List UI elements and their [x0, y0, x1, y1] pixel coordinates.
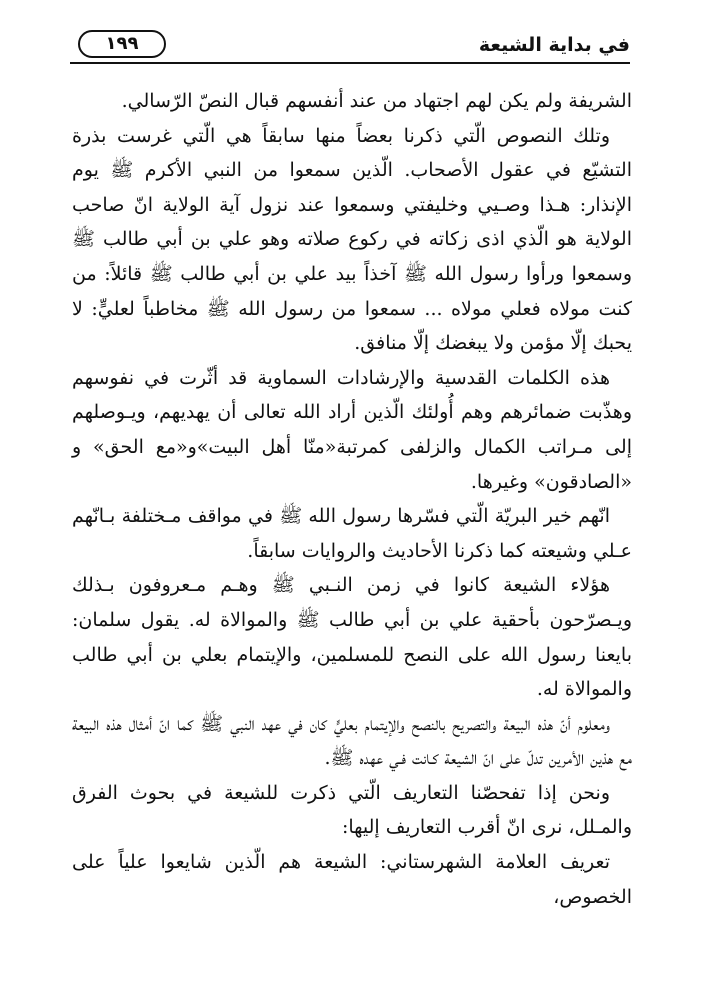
header-rule	[70, 62, 630, 64]
paragraph: ومعلوم أنّ هذه البيعة والتصريح بالنصح والإيتمام بعليٍّ كان في عهد النبي ﷺ كما انّ أمثال هذه البيعة مع هذين الأمرين تدلّ على انّ الشيعة كـانت فـي عهده ﷺ.	[72, 712, 632, 770]
paragraph: تعريف العلامة الشهرستاني: الشيعة هم الّذين شايعوا علياً على الخصوص،	[72, 851, 632, 908]
body-text	[72, 84, 632, 914]
page-number: ١٩٩	[78, 30, 166, 58]
page-header	[70, 28, 630, 64]
paragraph: الشريفة ولم يكن لهم اجتهاد من عند أنفسهم قبال النصّ الرّسالي.	[121, 90, 632, 112]
paragraph: انّهم خير البريّة الّتي فسّرها رسول الله ﷺ في مواقف مـختلفة بـانّهم عـلي وشيعته كما ذكرنا الأحاديث والروايات سابقاً.	[72, 505, 632, 562]
paragraph: هؤلاء الشيعة كانوا في زمن النـبي ﷺ وهـم مـعروفون بـذلك ويـصرّحون بأحقية علي بن أبي طالب ﷺ والموالاة له. يقول سلمان: بايعنا رسول الله على النصح للمسلمين، والإيتمام بعلي بن أبي طالب والموالاة له.	[72, 574, 632, 701]
running-title: في بداية الشيعة	[478, 34, 630, 56]
paragraph: وتلك النصوص الّتي ذكرنا بعضاً منها سابقاً هي الّتي غرست بذرة التشيّع في عقول الأصحاب. الّذين سمعوا من النبي الأكرم ﷺ يوم الإنذار: هـذا وصـيي وخليفتي وسمعوا عند نزول آية الولاية انّ صاحب الولاية هو الّذي اذى زكاته في ركوع صلاته وهو علي بن أبي طالب ﷺ وسمعوا ورأوا رسول الله ﷺ آخذاً بيد علي بن أبي طالب ﷺ قائلاً: من كنت مولاه فعلي مولاه ... سمعوا من رسول الله ﷺ مخاطباً لعليٍّ: لا يحبك إلّا مؤمن ولا يبغضك إلّا منافق.	[72, 124, 632, 355]
paragraph: ونحن إذا تفحصّنا التعاريف الّتي ذكرت للشيعة في بحوث الفرق والمـلل، نرى انّ أقرب التعاريف إليها:	[72, 781, 632, 839]
paragraph: هذه الكلمات القدسية والإرشادات السماوية قد أثّرت في نفوسهم وهذّبت ضمائرهم وهم أُولئك الّذين أراد الله تعالى أن يهديهم، ويـوصلهم إلى مـراتب الكمال والزلفى كمرتبة«منّا أهل البيت»و«مع الحق» و «الصادقون» وغيرها.	[72, 366, 632, 493]
